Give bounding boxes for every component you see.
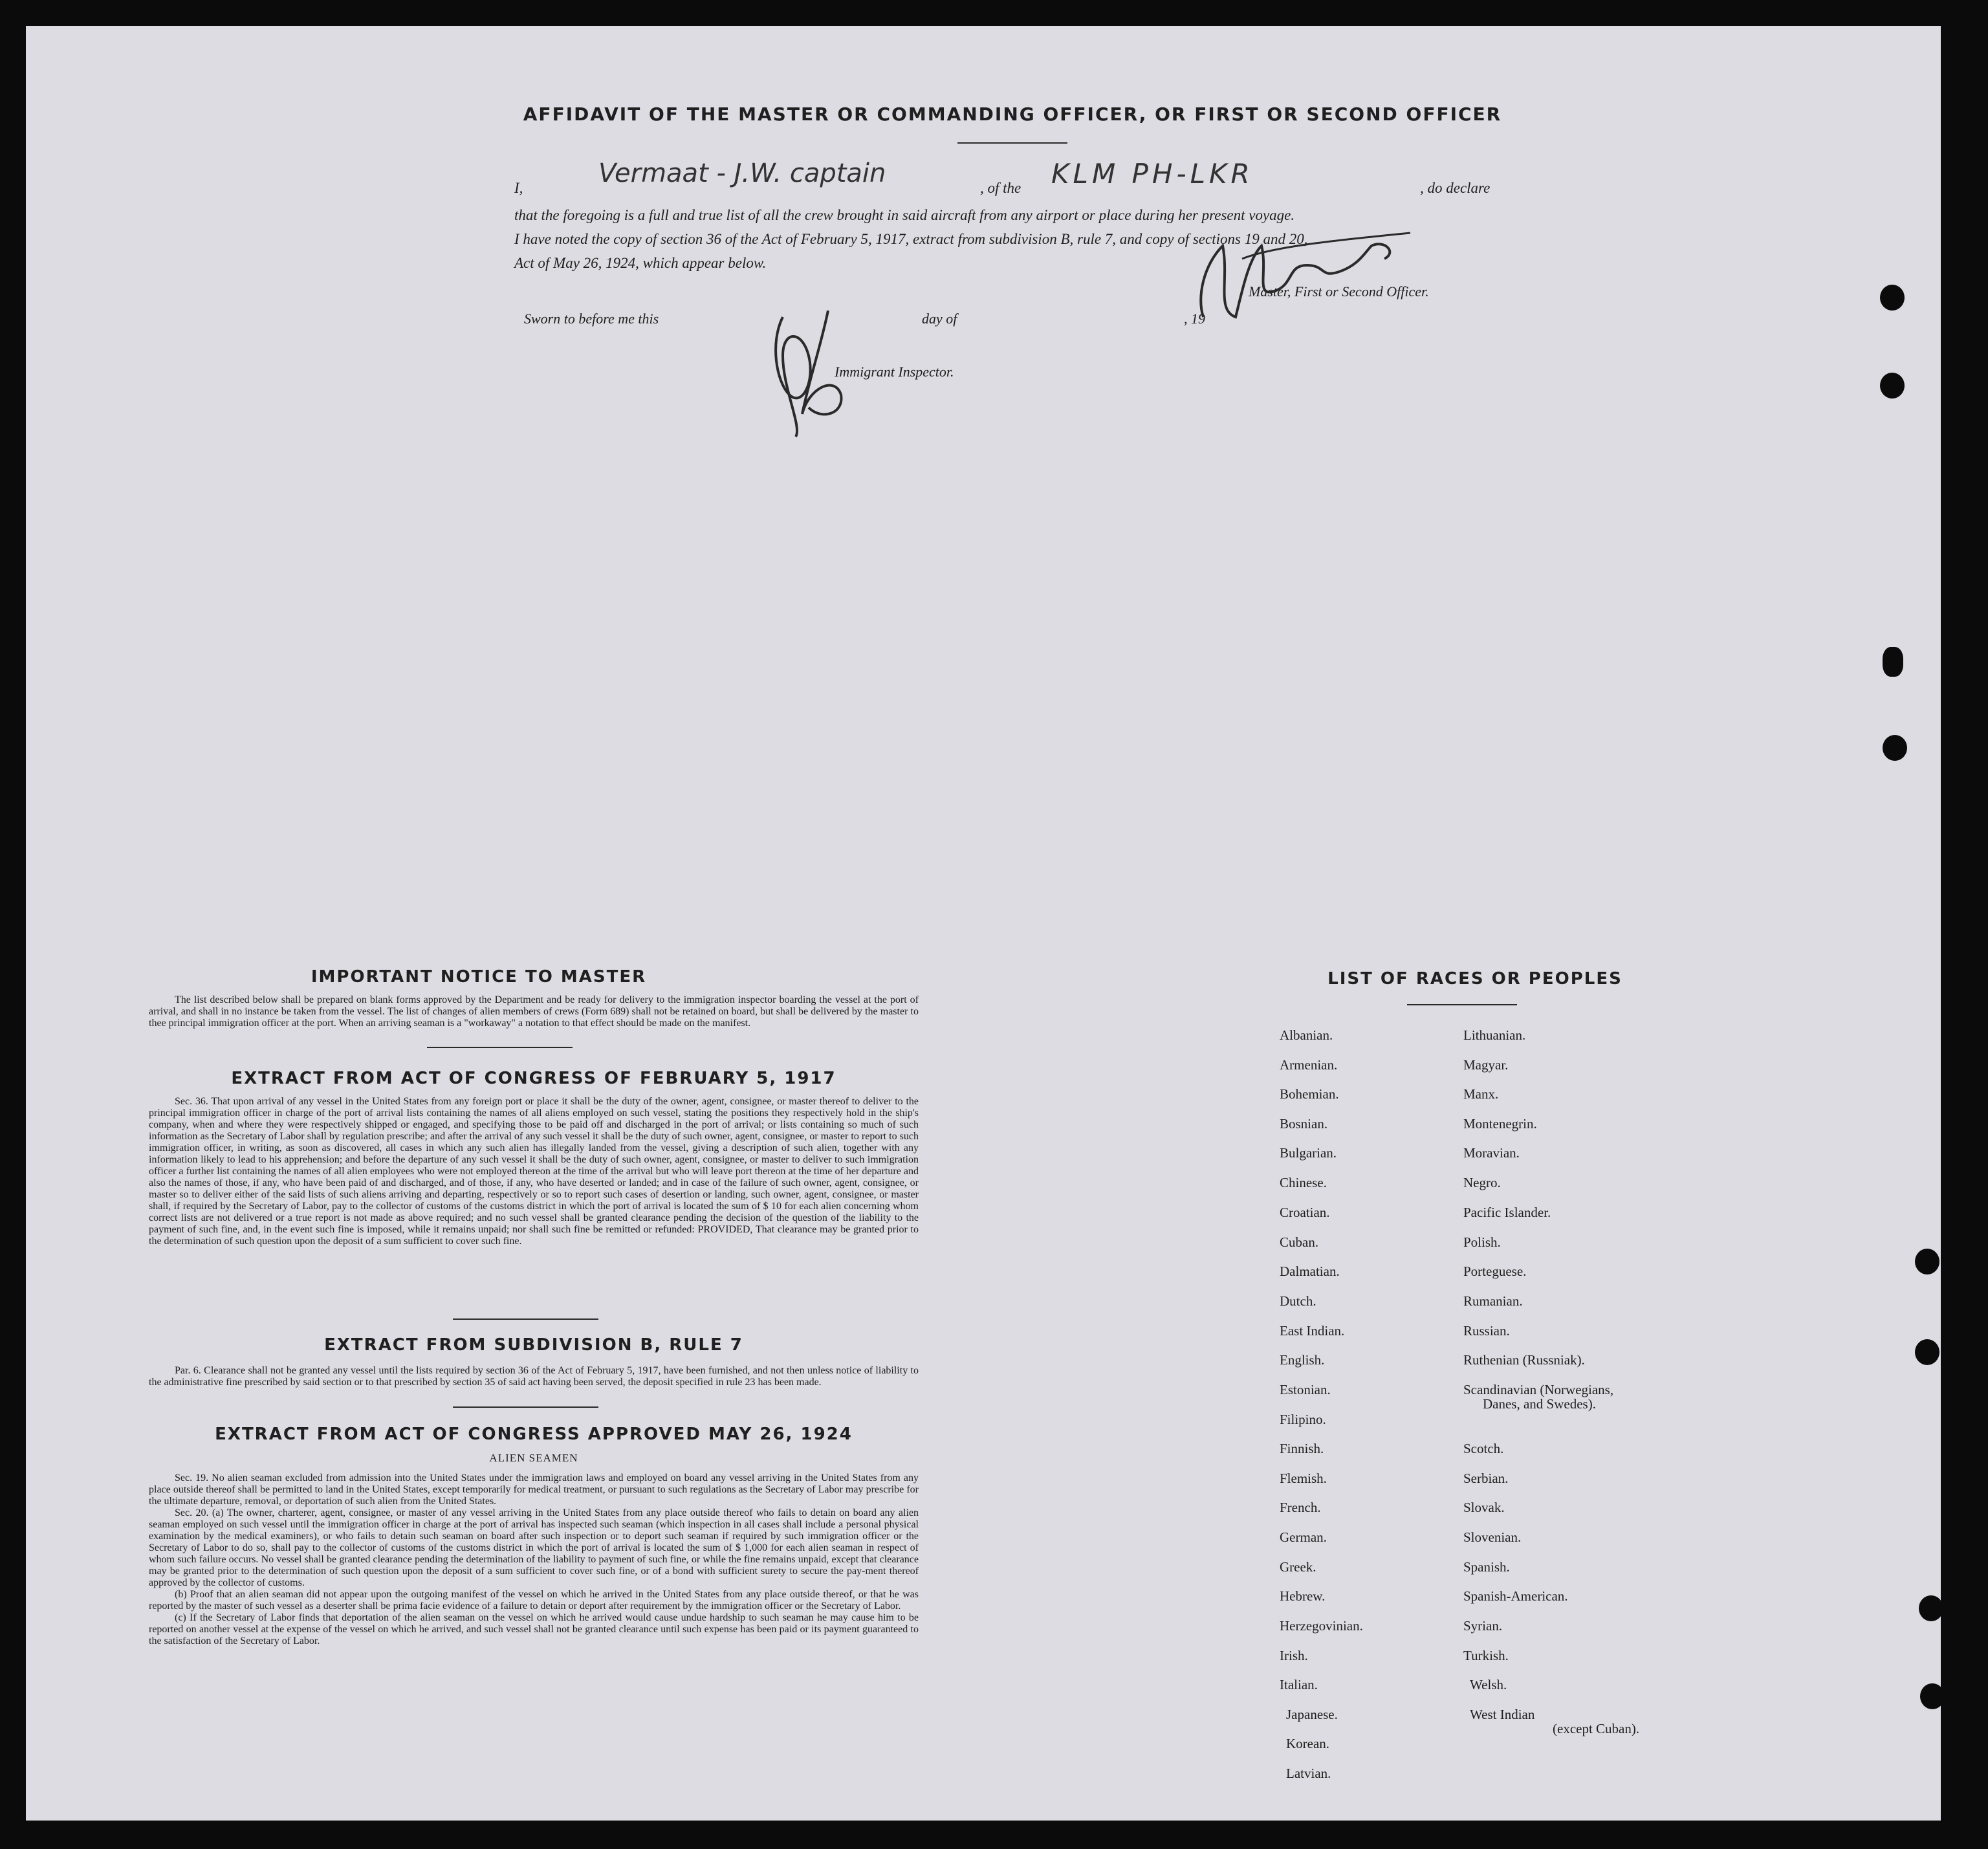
extract-1924-title: EXTRACT FROM ACT OF CONGRESS APPROVED MAY 26, 1924 (215, 1425, 853, 1444)
race-item: Latvian. (1286, 1766, 1331, 1781)
alien-seamen-subtitle: ALIEN SEAMEN (489, 1452, 578, 1464)
master-name-handwritten: Vermaat - J.W. captain (598, 159, 886, 188)
race-item: Cuban. (1280, 1234, 1319, 1250)
race-item: English. (1280, 1352, 1325, 1368)
notice-text: The list described below shall be prepared on blank forms approved by the Department and be ready for delivery to the immigration inspector boarding the vessel at the port of arrival, and shall in no instance be taken from the vessel. The list of changes of alien members of crews (Form 689) shall not be retained on board, but shall be delivered by the master to thee principal immigration officer at the port. When an arriving seaman is a "workaway" a notation to that effect should be made on the manifest. (149, 994, 919, 1029)
rule7-divider (453, 1406, 598, 1408)
race-item: Manx. (1463, 1086, 1499, 1102)
race-item: Syrian. (1463, 1618, 1503, 1634)
inspector-signature (763, 304, 854, 440)
race-item: Negro. (1463, 1175, 1501, 1190)
extract-1917-text: Sec. 36. That upon arrival of any vessel in the United States from any foreign port or place it shall be the duty of the owner, agent, consignee, or master thereof to deliver to the principal immigration officer in charge of the port of arrival lists containing the names of all aliens employed on such vessel, stating the positions they respectively hold in the ship's company, when and where they were respectively shipped or engaged, and specifying those to be paid off and discharged in the port of arrival; or lists containing so much of such information as the Secretary of Labor shall by regulation prescribe; and after the arrival of any such vessel it shall be the duty of such owner, agent, consignee, or master to report to such immigration officer, in writing, as soon as discovered, all cases in which any such alien has illegally landed from the vessel, giving a description of such alien, together with any information likely to lead to his apprehension; and before the departure of any such vessel it shall be the duty of such owner, agent, consignee, or master to deliver to such immigration officer a further list containing the names of all alien employees who were not employed thereon at the time of the arrival but who will leave port thereon at the time of her departure and also the names of those, if any, who have been paid of and discharged, and of those, if any, who have deserted or landed; and in case of the failure of such owner, agent, consignee, or master so to deliver either of the said lists of such aliens arriving and departing, respectively or so to report such cases of desertion or landing, such owner, agent, consignee, or master shall, if required by the Secretary of Labor, pay to the collector of customs of the customs district in which the port of arrival is located the sum of $ 10 for each alien concerning whom correct lists are not delivered or a true report is not made as above required; and no such vessel shall be granted clearance pending the decision of the question of the liability to the payment of such fine, and, in the event such fine is imposed, while it remains unpaid; nor shall such fine be remitted or refunded: PROVIDED, That clearance may be granted prior to the determination of such question upon the deposit of a sum sufficient to cover such fine. (149, 1096, 919, 1247)
notice-title: IMPORTANT NOTICE TO MASTER (311, 967, 647, 987)
race-item: Greek. (1280, 1559, 1316, 1575)
race-item: Flemish. (1280, 1471, 1327, 1486)
aircraft-handwritten: KLM PH-LKR (1051, 158, 1254, 190)
race-item: Lithuanian. (1463, 1027, 1526, 1043)
race-item: Turkish. (1463, 1648, 1509, 1663)
sec-20c-text: (c) If the Secretary of Labor finds that deportation of the alien seaman on the vessel on which he arrived would cause undue hardship to such seaman he may cause him to be reported on another vessel at the expense of the vessel on which he arrived, and such vessel shall not be granted clearance until such expense has been paid or its payment guaranteed to the satisfaction of the Secretary of Labor. (149, 1612, 919, 1647)
race-item: Magyar. (1463, 1057, 1509, 1073)
race-item: Scandinavian (Norwegians, (1463, 1382, 1614, 1397)
punch-hole (1920, 1683, 1945, 1709)
affidavit-title: AFFIDAVIT OF THE MASTER OR COMMANDING OFFICER, OR FIRST OR SECOND OFFICER (523, 104, 1502, 125)
race-item: Welsh. (1470, 1677, 1507, 1692)
master-signature (1177, 220, 1423, 330)
race-item: Polish. (1463, 1234, 1501, 1250)
race-item: Hebrew. (1280, 1588, 1326, 1604)
race-item: Bosnian. (1280, 1116, 1328, 1132)
race-item: Scotch. (1463, 1441, 1504, 1456)
race-item: (except Cuban). (1553, 1721, 1640, 1736)
race-item: French. (1280, 1500, 1321, 1515)
race-item: Bohemian. (1280, 1086, 1339, 1102)
punch-hole (1880, 285, 1905, 311)
race-item: East Indian. (1280, 1323, 1345, 1339)
race-item: Porteguese. (1463, 1264, 1527, 1279)
race-item: Albanian. (1280, 1027, 1333, 1043)
sec-20b-text: (b) Proof that an alien seaman did not appear upon the outgoing manifest of the vessel on which he arrived in the United States from any place outside thereof, or that he was reported by the master of such vessel as a deserter shall be prima facie evidence of a failure to detain or deport after requirement by the immigration officer or the Secretary of Labor. (149, 1589, 919, 1612)
master-officer-label: Master, First or Second Officer. (1249, 283, 1429, 300)
race-item: Finnish. (1280, 1441, 1324, 1456)
do-declare-label: , do declare (1420, 180, 1491, 196)
race-item: Montenegrin. (1463, 1116, 1537, 1132)
race-item: Korean. (1286, 1736, 1330, 1751)
race-item: Bulgarian. (1280, 1145, 1337, 1161)
race-item: Herzegovinian. (1280, 1618, 1363, 1634)
race-item: Chinese. (1280, 1175, 1327, 1190)
punch-hole (1915, 1249, 1939, 1275)
race-item: Estonian. (1280, 1382, 1331, 1397)
races-divider (1407, 1004, 1517, 1005)
race-item: Irish. (1280, 1648, 1308, 1663)
affidavit-line-2: that the foregoing is a full and true list of all the crew brought in said aircraft from any airport or place during her present voyage. (514, 207, 1295, 223)
race-item: Japanese. (1286, 1707, 1338, 1722)
of-the-label: , of the (980, 180, 1021, 196)
race-item: Spanish. (1463, 1559, 1510, 1575)
race-item: Dalmatian. (1280, 1264, 1340, 1279)
document-sheet (26, 26, 1941, 1821)
punch-hole (1883, 647, 1903, 677)
race-item: Danes, and Swedes). (1483, 1396, 1596, 1412)
race-item: Italian. (1280, 1677, 1318, 1692)
punch-hole (1919, 1595, 1943, 1621)
races-title: LIST OF RACES OR PEOPLES (1327, 969, 1622, 989)
sworn-label: Sworn to before me this (524, 311, 659, 327)
race-item: Serbian. (1463, 1471, 1509, 1486)
extract-1917-divider (453, 1318, 598, 1320)
race-item: Russian. (1463, 1323, 1510, 1339)
race-item: Slovak. (1463, 1500, 1505, 1515)
race-item: Filipino. (1280, 1412, 1326, 1427)
title-divider (957, 142, 1067, 144)
race-item: Armenian. (1280, 1057, 1338, 1073)
race-item: Pacific Islander. (1463, 1205, 1551, 1220)
race-item: Dutch. (1280, 1293, 1316, 1309)
year-label: , 19 (1184, 311, 1205, 327)
extract-1917-title: EXTRACT FROM ACT OF CONGRESS OF FEBRUARY 5, 1917 (231, 1069, 836, 1088)
race-item: Ruthenian (Russniak). (1463, 1352, 1585, 1368)
notice-divider (427, 1047, 573, 1048)
rule7-title: EXTRACT FROM SUBDIVISION B, RULE 7 (324, 1335, 743, 1355)
punch-hole (1915, 1339, 1939, 1365)
race-item: Slovenian. (1463, 1529, 1522, 1545)
affidavit-line-4: Act of May 26, 1924, which appear below. (514, 255, 767, 271)
race-item: German. (1280, 1529, 1327, 1545)
sec-20a-text: Sec. 20. (a) The owner, charterer, agent, consignee, or master of any vessel arriving in the United States from any place outside thereof who fails to detain on board any alien seaman employed on such vessel until the immigration officer in charge at the port of arrival has inspected such seaman (which inspection in all cases shall include a personal physical examination by the medical examiners), or who fails to detain such seaman on board after such inspection or to deport such seaman if required by such immigration officer or the Secretary of Labor to do so, shall pay to the collector of customs of the customs district in which the port of arrival is located the sum of $ 1,000 for each alien seaman in respect of whom such failure occurs. No vessel shall be granted clearance pending the determination of the liability to payment of such fine, or while the fine remains unpaid, except that clearance may be granted prior to the determination of such question upon the deposit of a sum sufficient to cover such fine, or of a bond with sufficient surety to secure the pay-ment thereof approved by the collector of customs. (149, 1507, 919, 1588)
extract-1924-body (149, 1472, 919, 1647)
race-item: Croatian. (1280, 1205, 1330, 1220)
affidavit-line-3: I have noted the copy of section 36 of the Act of February 5, 1917, extract from subdivision B, rule 7, and copy of sections 19 and 20, (514, 231, 1308, 247)
race-item: West Indian (1470, 1707, 1535, 1722)
punch-hole (1880, 373, 1905, 399)
affidavit-prefix: I, (514, 180, 523, 196)
punch-hole (1883, 735, 1907, 761)
race-item: Moravian. (1463, 1145, 1520, 1161)
rule7-text: Par. 6. Clearance shall not be granted any vessel until the lists required by section 36 of the Act of February 5, 1917, have been furnished, and not then unless notice of liability to the administrative fine prescribed by said section or to that prescribed by section 35 of said act having been served, the deposit specified in rule 23 has been made. (149, 1365, 919, 1388)
inspector-label: Immigrant Inspector. (835, 364, 954, 380)
race-item: Rumanian. (1463, 1293, 1523, 1309)
day-of-label: day of (922, 311, 957, 327)
race-item: Spanish-American. (1463, 1588, 1568, 1604)
sec-19-text: Sec. 19. No alien seaman excluded from admission into the United States under the immigration laws and employed on board any vessel arriving in the United States from any place outside thereof shall be permitted to land in the United States, except temporarily for medical treatment, or pursuant to such regulations as the Secretary of Labor may prescribe for the ultimate departure, removal, or deportation of such alien from the United States. (149, 1472, 919, 1507)
